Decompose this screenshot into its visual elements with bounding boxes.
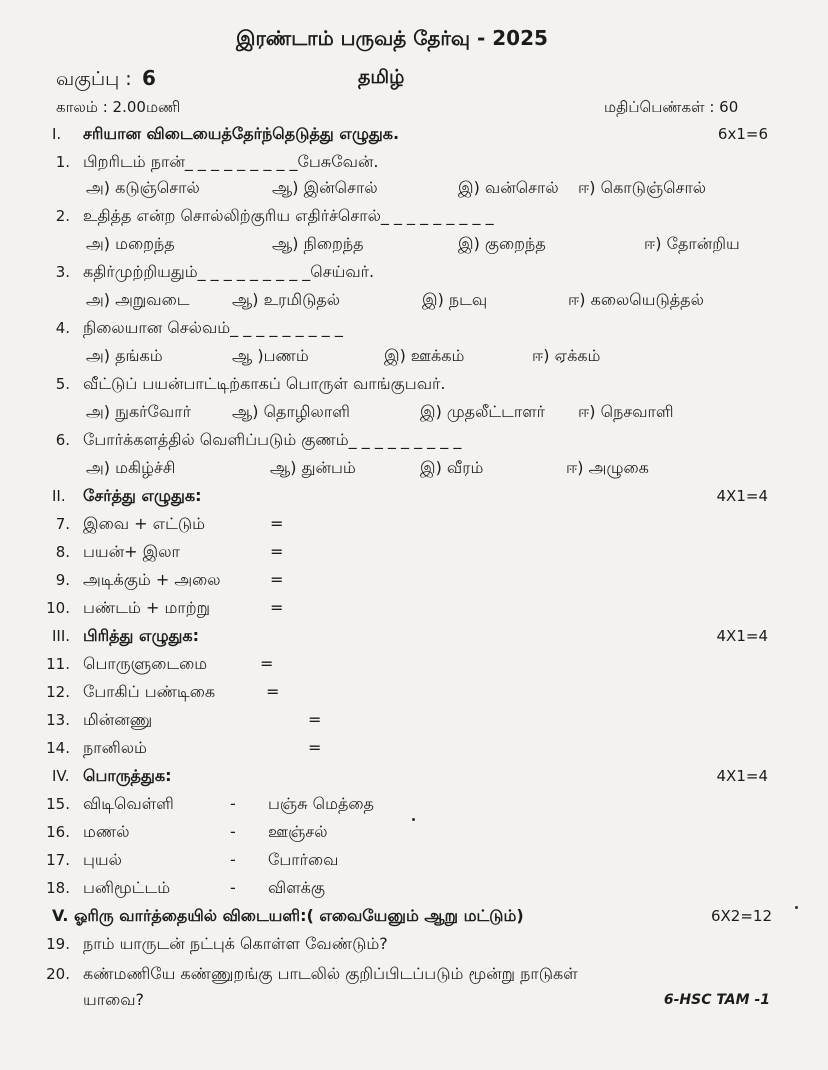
section-number: III. [52, 627, 71, 645]
question-number: 14. [46, 739, 70, 757]
options-row [0, 344, 828, 372]
class-value: 6 [142, 66, 156, 90]
question-text: உதித்த என்ற சொல்லிற்குரிய எதிர்ச்சொல்_ _ _ _ _ _ _ _ _ [83, 206, 494, 225]
question-text: போர்க்களத்தில் வெளிப்படும் குணம்_ _ _ _ _ _ _ _ _ [83, 430, 462, 449]
join-item [0, 540, 828, 568]
question-number: 13. [46, 711, 70, 729]
equals-sign: = [270, 514, 284, 533]
question-row [0, 428, 828, 456]
option-b: ஆ) தொழிலாளி [232, 402, 350, 421]
question-number: 16. [46, 823, 70, 841]
question-number: 11. [46, 655, 70, 673]
section-marks: 4X1=4 [716, 627, 768, 645]
section-title: சரியான விடையைத்தேர்ந்தெடுத்து எழுதுக. [83, 124, 400, 143]
question-row [0, 962, 828, 990]
option-c: இ) நடவு [422, 290, 488, 309]
section-marks: 6X2=12 [710, 907, 772, 925]
question-row [0, 316, 828, 344]
question-row [0, 150, 828, 178]
section-5-header [0, 904, 828, 932]
option-d: ஈ) தோன்றிய [644, 234, 740, 253]
option-a: அ) மறைந்த [86, 234, 175, 253]
question-text: நானிலம் [83, 738, 147, 757]
question-number: 20. [46, 965, 70, 983]
class-label: வகுப்பு : [56, 68, 132, 90]
join-item [0, 596, 828, 624]
question-text: பிறரிடம் நான்_ _ _ _ _ _ _ _ _பேசுவேன். [83, 152, 379, 171]
question-text: போகிப் பண்டிகை [83, 682, 216, 701]
question-text-continued: யாவை? [83, 990, 145, 1009]
split-item [0, 652, 828, 680]
equals-sign: = [260, 654, 274, 673]
scan-speck [795, 906, 798, 909]
join-item [0, 568, 828, 596]
match-dash: - [230, 822, 236, 841]
question-number: 6. [55, 431, 70, 449]
question-number: 2. [55, 207, 70, 225]
match-left: பனிமூட்டம் [83, 878, 171, 897]
option-d: ஈ) கொடுஞ்சொல் [578, 178, 707, 197]
page-footer-code: 6-HSC TAM -1 [663, 992, 770, 1008]
option-b: ஆ) உரமிடுதல் [232, 290, 341, 309]
match-left: புயல் [83, 850, 122, 869]
question-number: 19. [46, 935, 70, 953]
question-row [0, 260, 828, 288]
option-a: அ) நுகர்வோர் [86, 402, 191, 421]
question-number: 8. [55, 543, 70, 561]
match-dash: - [230, 850, 236, 869]
question-number: 1. [55, 153, 70, 171]
question-text: அடிக்கும் + அலை [83, 570, 221, 589]
options-row [0, 456, 828, 484]
equals-sign: = [270, 598, 284, 617]
equals-sign: = [308, 738, 322, 757]
section-3-header [0, 624, 828, 652]
equals-sign: = [308, 710, 322, 729]
options-row [0, 400, 828, 428]
section-title: சேர்த்து எழுதுக: [83, 486, 202, 505]
match-item [0, 820, 828, 848]
question-row [0, 932, 828, 960]
section-number: II. [52, 487, 66, 505]
question-text: வீட்டுப் பயன்பாட்டிற்காகப் பொருள் வாங்குபவர். [83, 374, 446, 393]
options-row [0, 288, 828, 316]
option-b: ஆ )பணம் [232, 346, 309, 365]
match-item [0, 848, 828, 876]
option-a: அ) அறுவடை [86, 290, 190, 309]
option-a: அ) தங்கம் [86, 346, 163, 365]
equals-sign: = [270, 570, 284, 589]
equals-sign: = [270, 542, 284, 561]
question-number: 7. [55, 515, 70, 533]
question-text: பொருளுடைமை [83, 654, 208, 673]
option-c: இ) வன்சொல் [458, 178, 559, 197]
question-number: 4. [55, 319, 70, 337]
scan-speck [412, 818, 415, 821]
question-number: 5. [55, 375, 70, 393]
option-d: ஈ) ஏக்கம் [532, 346, 601, 365]
option-c: இ) முதலீட்டாளர் [420, 402, 545, 421]
question-row [0, 204, 828, 232]
match-item [0, 792, 828, 820]
option-c: இ) ஊக்கம் [384, 346, 465, 365]
option-d: ஈ) கலையெடுத்தல் [568, 290, 704, 309]
question-text: நிலையான செல்வம்_ _ _ _ _ _ _ _ _ [83, 318, 343, 337]
section-number: IV. [52, 767, 70, 785]
option-a: அ) கடுஞ்சொல் [86, 178, 200, 197]
section-marks: 4X1=4 [716, 487, 768, 505]
question-number: 10. [46, 599, 70, 617]
split-item [0, 680, 828, 708]
section-marks: 4X1=4 [716, 767, 768, 785]
question-text: கண்மணியே கண்ணுறங்கு பாடலில் குறிப்பிடப்படும் மூன்று நாடுகள் [83, 964, 578, 983]
question-text: மின்னணு [83, 710, 153, 729]
section-number: I. [52, 125, 62, 143]
question-number: 18. [46, 879, 70, 897]
question-number: 9. [55, 571, 70, 589]
match-dash: - [230, 794, 236, 813]
options-row [0, 232, 828, 260]
question-row [0, 372, 828, 400]
section-title: பிரித்து எழுதுக: [83, 626, 200, 645]
option-b: ஆ) துன்பம் [270, 458, 356, 477]
question-number: 15. [46, 795, 70, 813]
section-title: V. ஓரிரு வார்த்தையில் விடையளி:( எவையேனும் ஆறு மட்டும்) [52, 906, 524, 925]
match-right: போர்வை [268, 850, 339, 869]
join-item [0, 512, 828, 540]
match-item [0, 876, 828, 904]
options-row [0, 176, 828, 204]
option-d: ஈ) நெசவாளி [578, 402, 674, 421]
equals-sign: = [266, 682, 280, 701]
total-marks: மதிப்பெண்கள் : 60 [604, 98, 739, 116]
time-label: காலம் : 2.00மணி [56, 98, 181, 116]
question-number: 3. [55, 263, 70, 281]
match-left: விடிவெள்ளி [83, 794, 174, 813]
option-d: ஈ) அழுகை [566, 458, 649, 477]
option-c: இ) வீரம் [420, 458, 484, 477]
question-text: நாம் யாருடன் நட்புக் கொள்ள வேண்டும்? [83, 934, 388, 953]
match-right: விளக்கு [268, 878, 325, 897]
section-4-header [0, 764, 828, 792]
question-text: பயன்+ இலா [83, 542, 180, 561]
split-item [0, 736, 828, 764]
question-text: கதிர்முற்றியதும்_ _ _ _ _ _ _ _ _செய்வர். [83, 262, 375, 281]
section-marks: 6x1=6 [717, 125, 768, 143]
question-number: 12. [46, 683, 70, 701]
section-1-header [0, 122, 828, 150]
option-b: ஆ) இன்சொல் [272, 178, 378, 197]
match-dash: - [230, 878, 236, 897]
option-b: ஆ) நிறைந்த [272, 234, 364, 253]
split-item [0, 708, 828, 736]
section-title: பொருத்துக: [83, 766, 172, 785]
section-2-header [0, 484, 828, 512]
match-left: மணல் [83, 822, 130, 841]
question-text: இவை + எட்டும் [83, 514, 205, 533]
match-right: ஊஞ்சல் [268, 822, 328, 841]
subject-title: தமிழ் [358, 66, 405, 88]
question-text: பண்டம் + மாற்று [83, 598, 210, 617]
option-a: அ) மகிழ்ச்சி [86, 458, 176, 477]
match-right: பஞ்சு மெத்தை [268, 794, 374, 813]
question-number: 17. [46, 851, 70, 869]
exam-title: இரண்டாம் பருவத் தேர்வு - 2025 [236, 26, 548, 50]
option-c: இ) குறைந்த [458, 234, 546, 253]
